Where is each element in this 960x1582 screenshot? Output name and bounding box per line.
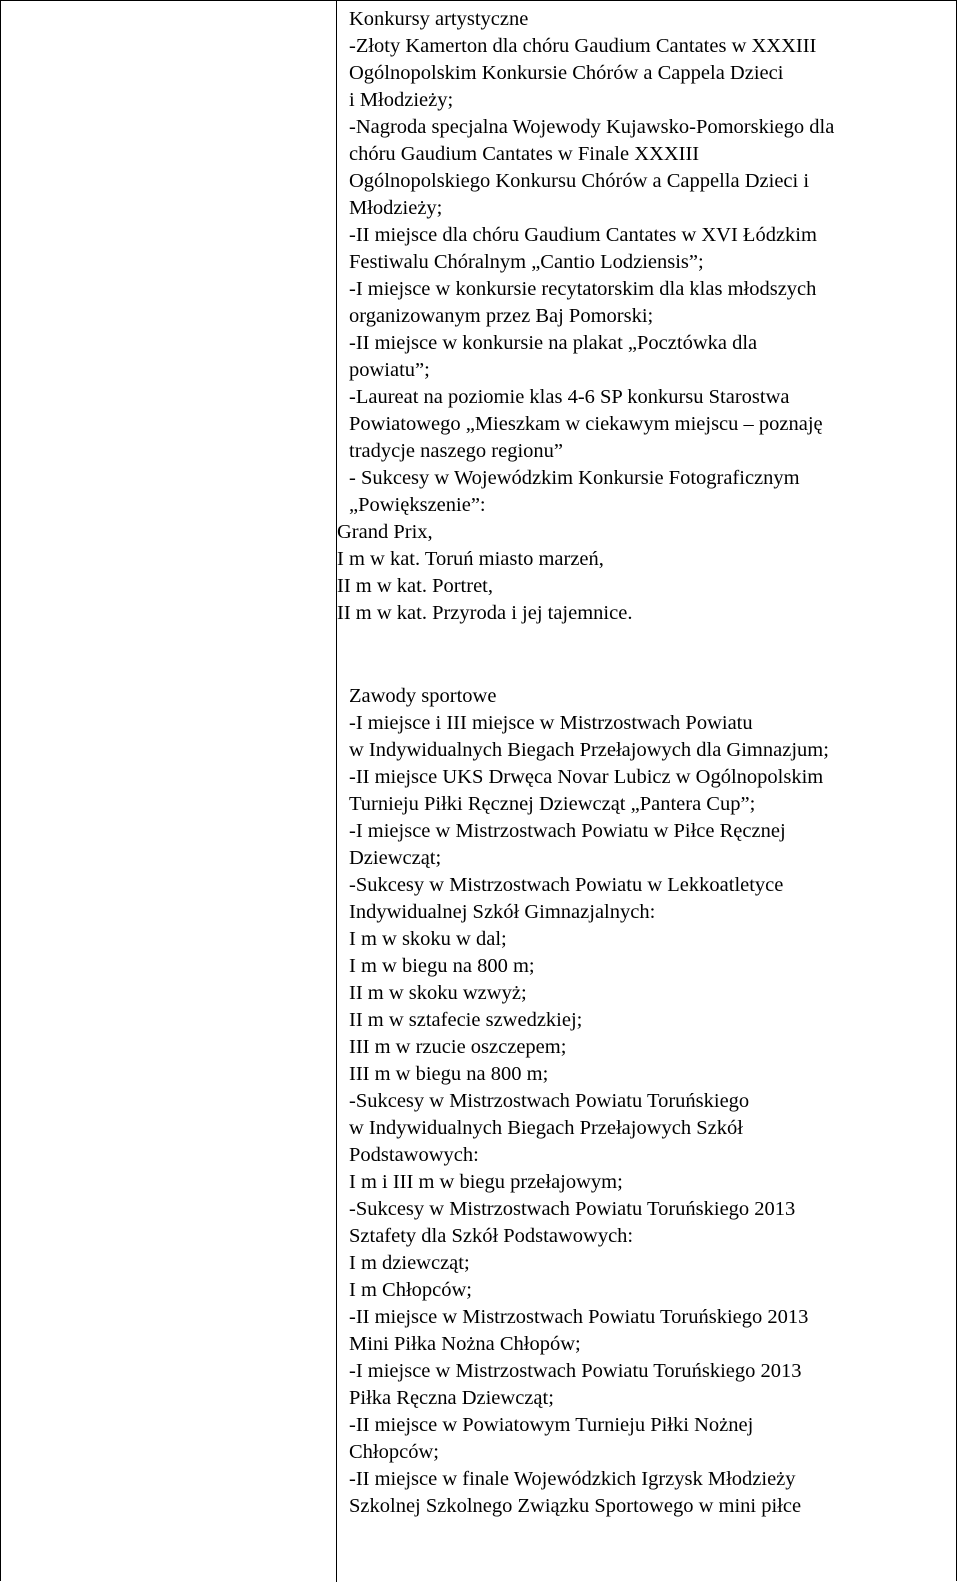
text-line: „Powiększenie”: <box>349 494 486 516</box>
text-line: Sztafety dla Szkół Podstawowych: <box>349 1225 634 1247</box>
text-line: Szkolnej Szkolnego Związku Sportowego w mini piłce <box>349 1495 802 1517</box>
sports-competitions-section <box>337 683 829 1520</box>
text-line: I m Chłopców; <box>349 1279 472 1301</box>
text-line: -Złoty Kamerton dla chóru Gaudium Cantates w XXXIII <box>349 35 817 57</box>
text-line: II m w skoku wzwyż; <box>349 982 527 1004</box>
text-line: -II miejsce w finale Wojewódzkich Igrzysk Młodzieży <box>349 1468 796 1490</box>
text-line: Indywidualnej Szkół Gimnazjalnych: <box>349 901 656 923</box>
text-line: -Sukcesy w Mistrzostwach Powiatu w Lekkoatletyce <box>349 874 784 896</box>
text-line: II m w sztafecie szwedzkiej; <box>349 1009 583 1031</box>
text-line: tradycje naszego regionu” <box>349 440 564 462</box>
text-line: -II miejsce UKS Drwęca Novar Lubicz w Ogólnopolskim <box>349 766 824 788</box>
text-line: Powiatowego „Mieszkam w ciekawym miejscu – poznaję <box>349 413 823 435</box>
text-line: w Indywidualnych Biegach Przełajowych dla Gimnazjum; <box>349 739 829 761</box>
text-line: Chłopców; <box>349 1441 439 1463</box>
text-line: Grand Prix, <box>337 521 433 543</box>
text-line: Konkursy artystyczne <box>349 8 529 30</box>
text-line: III m w rzucie oszczepem; <box>349 1036 567 1058</box>
text-line: Podstawowych: <box>349 1144 479 1166</box>
text-line: -II miejsce dla chóru Gaudium Cantates w XVI Łódzkim <box>349 224 817 246</box>
text-line: Turnieju Piłki Ręcznej Dziewcząt „Pantera Cup”; <box>349 793 756 815</box>
text-line: II m w kat. Portret, <box>337 575 493 597</box>
text-line: -II miejsce w konkursie na plakat „Pocztówka dla <box>349 332 758 354</box>
text-line: w Indywidualnych Biegach Przełajowych Szkół <box>349 1117 743 1139</box>
text-line: I m w kat. Toruń miasto marzeń, <box>337 548 604 570</box>
text-line: -Sukcesy w Mistrzostwach Powiatu Toruńskiego <box>349 1090 750 1112</box>
text-line: I m i III m w biegu przełajowym; <box>349 1171 623 1193</box>
text-line: - Sukcesy w Wojewódzkim Konkursie Fotograficznym <box>349 467 800 489</box>
text-line: -I miejsce w Mistrzostwach Powiatu Toruńskiego 2013 <box>349 1360 802 1382</box>
text-line: -II miejsce w Mistrzostwach Powiatu Toruńskiego 2013 <box>349 1306 809 1328</box>
text-line: II m w kat. Przyroda i jej tajemnice. <box>337 602 633 624</box>
text-line: -II miejsce w Powiatowym Turnieju Piłki Nożnej <box>349 1414 754 1436</box>
text-line: -I miejsce w konkursie recytatorskim dla klas młodszych <box>349 278 817 300</box>
artistic-competitions-section <box>337 6 834 627</box>
text-line: chóru Gaudium Cantates w Finale XXXIII <box>349 143 700 165</box>
text-line: powiatu”; <box>349 359 430 381</box>
text-line: -Laureat na poziomie klas 4-6 SP konkursu Starostwa <box>349 386 790 408</box>
text-line: Festiwalu Chóralnym „Cantio Lodziensis”; <box>349 251 704 273</box>
text-line: Mini Piłka Nożna Chłopów; <box>349 1333 581 1355</box>
text-line: Młodzieży; <box>349 197 443 219</box>
text-line: I m w biegu na 800 m; <box>349 955 535 977</box>
text-line: -Nagroda specjalna Wojewody Kujawsko-Pomorskiego dla <box>349 116 835 138</box>
text-line: I m w skoku w dal; <box>349 928 507 950</box>
text-line: Ogólnopolskiego Konkursu Chórów a Cappella Dzieci i <box>349 170 810 192</box>
text-line: Zawody sportowe <box>349 685 497 707</box>
text-line: Piłka Ręczna Dziewcząt; <box>349 1387 554 1409</box>
text-line: III m w biegu na 800 m; <box>349 1063 549 1085</box>
text-line: -I miejsce i III miejsce w Mistrzostwach Powiatu <box>349 712 753 734</box>
text-line: I m dziewcząt; <box>349 1252 470 1274</box>
text-line: -Sukcesy w Mistrzostwach Powiatu Toruńskiego 2013 <box>349 1198 796 1220</box>
text-line: i Młodzieży; <box>349 89 454 111</box>
text-line: organizowanym przez Baj Pomorski; <box>349 305 654 327</box>
text-line: Ogólnopolskim Konkursie Chórów a Cappela Dzieci <box>349 62 784 84</box>
text-line: Dziewcząt; <box>349 847 442 869</box>
text-line: -I miejsce w Mistrzostwach Powiatu w Piłce Ręcznej <box>349 820 786 842</box>
